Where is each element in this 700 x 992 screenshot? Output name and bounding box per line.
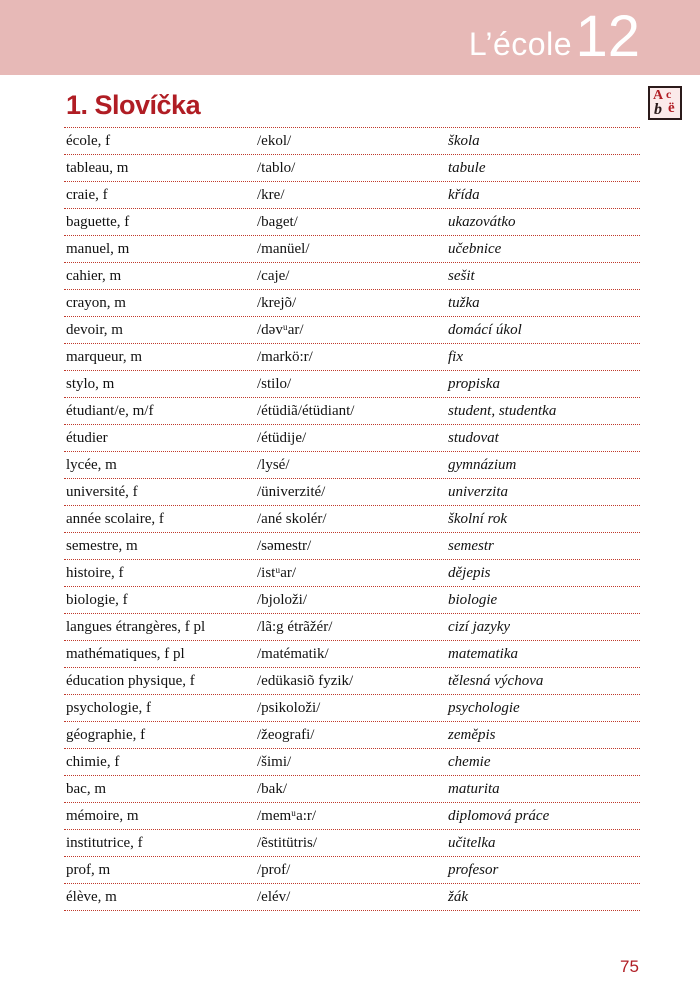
french-word: devoir, m <box>66 322 123 338</box>
vocab-row <box>64 613 640 640</box>
pronunciation: /prof/ <box>257 862 291 878</box>
czech-translation: sešit <box>448 268 475 284</box>
vocab-row <box>64 289 640 316</box>
vocab-row <box>64 667 640 694</box>
pronunciation: /səmestr/ <box>257 538 312 554</box>
pronunciation: /krejõ/ <box>257 295 297 311</box>
czech-translation: psychologie <box>448 700 520 716</box>
chapter-banner <box>0 0 700 75</box>
french-word: étudier <box>66 430 108 446</box>
czech-translation: dějepis <box>448 565 491 581</box>
chapter-number: 12 <box>575 4 640 69</box>
french-word: étudiant/e, m/f <box>66 403 154 419</box>
czech-translation: semestr <box>448 538 494 554</box>
pronunciation: /žeografi/ <box>257 727 315 743</box>
page-number: 75 <box>620 957 639 976</box>
vocab-row <box>64 154 640 181</box>
czech-translation: student, studentka <box>448 403 557 419</box>
french-word: crayon, m <box>66 295 126 311</box>
czech-translation: škola <box>448 133 480 149</box>
vocab-row <box>64 316 640 343</box>
french-word: semestre, m <box>66 538 138 554</box>
french-word: mémoire, m <box>66 808 139 824</box>
czech-translation: ukazovátko <box>448 214 516 230</box>
pronunciation: /dəvᵘar/ <box>257 322 304 338</box>
pronunciation: /manüel/ <box>257 241 310 257</box>
logo-letter: b <box>654 101 662 118</box>
czech-translation: profesor <box>448 862 499 878</box>
vocab-row <box>64 856 640 883</box>
vocab-row <box>64 451 640 478</box>
pronunciation: /üniverzité/ <box>257 484 326 500</box>
vocab-row <box>64 208 640 235</box>
chapter-title: L’école <box>468 26 572 62</box>
czech-translation: cizí jazyky <box>448 619 511 635</box>
czech-translation: zeměpis <box>448 727 496 743</box>
czech-translation: tělesná výchova <box>448 673 544 689</box>
czech-translation: tužka <box>448 295 480 311</box>
pronunciation: /bjoloži/ <box>257 592 307 608</box>
czech-translation: učitelka <box>448 835 496 851</box>
pronunciation: /stilo/ <box>257 376 292 392</box>
pronunciation: /istᵘar/ <box>257 565 297 581</box>
french-word: université, f <box>66 484 138 500</box>
czech-translation: chemie <box>448 754 491 770</box>
french-word: stylo, m <box>66 376 115 392</box>
czech-translation: propiska <box>448 376 500 392</box>
vocab-row <box>64 721 640 748</box>
french-word: marqueur, m <box>66 349 143 365</box>
logo-letter: A <box>653 88 664 103</box>
czech-translation: biologie <box>448 592 498 608</box>
french-word: géographie, f <box>66 727 146 743</box>
pronunciation: /ẽstitütris/ <box>257 835 317 851</box>
french-word: lycée, m <box>66 457 117 473</box>
french-word: éducation physique, f <box>66 673 195 689</box>
french-word: bac, m <box>66 781 106 797</box>
pronunciation: /ané skolér/ <box>257 511 327 527</box>
section-title: 1. Slovíčka <box>66 90 201 120</box>
pronunciation: /psikoloži/ <box>257 700 321 716</box>
czech-translation: univerzita <box>448 484 508 500</box>
pronunciation: /memᵘa:r/ <box>257 808 317 824</box>
french-word: histoire, f <box>66 565 124 581</box>
vocab-row <box>64 775 640 802</box>
french-word: baguette, f <box>66 214 130 230</box>
pronunciation: /lã:g étrãžér/ <box>257 619 333 635</box>
vocab-row <box>64 397 640 424</box>
pronunciation: /kre/ <box>257 187 285 203</box>
czech-translation: maturita <box>448 781 500 797</box>
french-word: mathématiques, f pl <box>66 646 185 662</box>
vocab-row <box>64 748 640 775</box>
vocab-row <box>64 694 640 721</box>
vocab-row <box>64 181 640 208</box>
czech-translation: školní rok <box>448 511 508 527</box>
vocab-row <box>64 802 640 829</box>
pronunciation: /tablo/ <box>257 160 296 176</box>
french-word: biologie, f <box>66 592 128 608</box>
czech-translation: učebnice <box>448 241 502 257</box>
vocab-row <box>64 235 640 262</box>
pronunciation: /elév/ <box>257 889 291 905</box>
french-word: craie, f <box>66 187 108 203</box>
pronunciation: /baget/ <box>257 214 298 230</box>
vocab-row <box>64 262 640 289</box>
french-word: prof, m <box>66 862 111 878</box>
pronunciation: /bak/ <box>257 781 287 797</box>
vocab-row <box>64 532 640 559</box>
vocab-row <box>64 424 640 451</box>
pronunciation: /markö:r/ <box>257 349 313 365</box>
vocab-row <box>64 343 640 370</box>
vocab-row <box>64 559 640 586</box>
pronunciation: /étüdiã/étüdiant/ <box>257 403 355 419</box>
vocab-row <box>64 370 640 397</box>
pronunciation: /étüdije/ <box>257 430 307 446</box>
french-word: chimie, f <box>66 754 120 770</box>
pronunciation: /ekol/ <box>257 133 292 149</box>
czech-translation: matematika <box>448 646 518 662</box>
french-word: psychologie, f <box>66 700 151 716</box>
french-word: année scolaire, f <box>66 511 164 527</box>
pronunciation: /caje/ <box>257 268 290 284</box>
vocab-row <box>64 883 640 911</box>
french-word: école, f <box>66 133 111 149</box>
french-word: élève, m <box>66 889 117 905</box>
czech-translation: tabule <box>448 160 486 176</box>
pronunciation: /šimi/ <box>257 754 292 770</box>
vocab-row <box>64 586 640 613</box>
czech-translation: žák <box>448 889 468 905</box>
french-word: cahier, m <box>66 268 122 284</box>
czech-translation: studovat <box>448 430 499 446</box>
czech-translation: křída <box>448 187 480 203</box>
vocab-row <box>64 478 640 505</box>
vocabulary-table <box>64 127 640 911</box>
vocab-row <box>64 127 640 154</box>
logo-letter: ë <box>668 100 675 116</box>
french-word: tableau, m <box>66 160 129 176</box>
french-word: institutrice, f <box>66 835 143 851</box>
logo-letter: c <box>666 87 672 101</box>
czech-translation: domácí úkol <box>448 322 522 338</box>
czech-translation: fix <box>448 349 463 365</box>
french-word: manuel, m <box>66 241 130 257</box>
pronunciation: /matématik/ <box>257 646 329 662</box>
czech-translation: diplomová práce <box>448 808 550 824</box>
pronunciation: /edükasiõ fyzik/ <box>257 673 354 689</box>
pronunciation: /lysé/ <box>257 457 290 473</box>
vocab-row <box>64 829 640 856</box>
czech-translation: gymnázium <box>448 457 517 473</box>
french-word: langues étrangères, f pl <box>66 619 206 635</box>
vocabulary-logo-icon <box>648 86 682 120</box>
vocab-row <box>64 505 640 532</box>
vocab-row <box>64 640 640 667</box>
